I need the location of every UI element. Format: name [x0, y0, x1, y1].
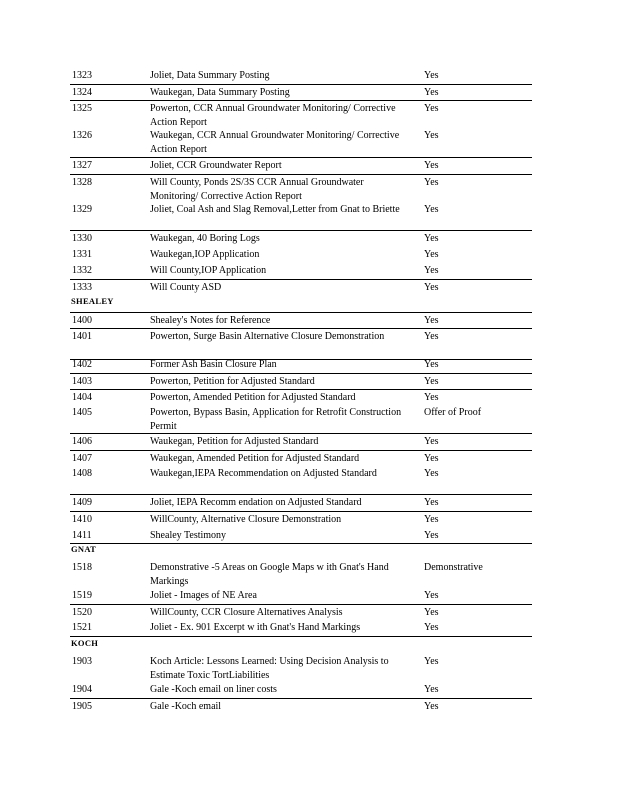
exhibit-description: Waukegan, 40 Boring Logs — [150, 233, 260, 244]
admitted-status: Yes — [424, 514, 439, 525]
exhibit-number: 1326 — [72, 130, 92, 141]
admitted-status: Yes — [424, 331, 439, 342]
exhibit-description: Joliet, Data Summary Posting — [150, 70, 270, 81]
exhibit-description: Powerton, Bypass Basin, Application for Retrofit Construction Permit — [150, 407, 402, 432]
exhibit-description: Powerton, Amended Petition for Adjusted Standard — [150, 392, 356, 403]
table-row — [70, 604, 532, 618]
exhibit-description: Waukegan, Petition for Adjusted Standard — [150, 436, 319, 447]
exhibit-description: Will County ASD — [150, 282, 222, 293]
exhibit-description: Will County,IOP Application — [150, 265, 267, 276]
exhibit-number: 1324 — [72, 87, 92, 98]
exhibit-number: 1904 — [72, 684, 92, 695]
exhibit-number: 1401 — [72, 331, 92, 342]
section-heading: KOCH — [71, 638, 99, 648]
exhibit-number: 1518 — [72, 562, 92, 573]
table-row — [70, 698, 532, 712]
admitted-status: Yes — [424, 103, 439, 114]
table-row — [70, 328, 532, 342]
exhibit-number: 1411 — [72, 530, 92, 541]
exhibit-description: Demonstrative -5 Areas on Google Maps w ith Gnat's Hand Markings — [150, 562, 389, 587]
exhibit-description: Gale -Koch email — [150, 701, 222, 712]
section-heading: SHEALEY — [71, 296, 114, 306]
exhibit-description: Joliet, CCR Groundwater Report — [150, 160, 282, 171]
admitted-status: Yes — [424, 622, 439, 633]
table-row — [70, 84, 532, 98]
admitted-status: Yes — [424, 282, 439, 293]
exhibit-number: 1409 — [72, 497, 92, 508]
exhibit-description: Powerton, Petition for Adjusted Standard — [150, 376, 315, 387]
exhibit-description: Joliet - Ex. 901 Excerpt w ith Gnat's Hand Markings — [150, 622, 361, 633]
exhibit-description: Joliet - Images of NE Area — [150, 590, 257, 601]
exhibit-number: 1400 — [72, 315, 92, 326]
admitted-status: Yes — [424, 607, 439, 618]
exhibit-description: Shealey's Notes for Reference — [150, 315, 271, 326]
admitted-status: Yes — [424, 590, 439, 601]
exhibit-description: Waukegan, Amended Petition for Adjusted Standard — [150, 453, 360, 464]
admitted-status: Yes — [424, 87, 439, 98]
exhibit-number: 1903 — [72, 656, 92, 667]
exhibit-description: WillCounty, Alternative Closure Demonstration — [150, 514, 342, 525]
admitted-status: Demonstrative — [424, 562, 483, 573]
admitted-status: Yes — [424, 130, 439, 141]
exhibit-description: Will County, Ponds 2S/3S CCR Annual Groundwater Monitoring/ Corrective Action Report — [150, 177, 364, 202]
exhibit-number: 1905 — [72, 701, 92, 712]
admitted-status: Yes — [424, 468, 439, 479]
exhibit-number: 1327 — [72, 160, 92, 171]
exhibit-description: Waukegan,IOP Application — [150, 249, 260, 260]
admitted-status: Yes — [424, 376, 439, 387]
exhibit-description: Joliet, IEPA Recomm endation on Adjusted Standard — [150, 497, 362, 508]
table-row — [70, 511, 532, 525]
row-divider — [70, 636, 532, 637]
admitted-status: Yes — [424, 392, 439, 403]
exhibit-number: 1331 — [72, 249, 92, 260]
admitted-status: Yes — [424, 233, 439, 244]
exhibit-description: Gale -Koch email on liner costs — [150, 684, 277, 695]
exhibit-number: 1332 — [72, 265, 92, 276]
row-divider — [70, 543, 532, 544]
admitted-status: Yes — [424, 684, 439, 695]
exhibit-description: Former Ash Basin Closure Plan — [150, 359, 277, 370]
admitted-status: Yes — [424, 177, 439, 188]
table-row — [70, 157, 532, 171]
exhibit-number: 1402 — [72, 359, 92, 370]
table-row — [70, 230, 532, 244]
exhibit-number: 1410 — [72, 514, 92, 525]
row-divider — [70, 359, 532, 360]
exhibit-number: 1403 — [72, 376, 92, 387]
exhibit-number: 1406 — [72, 436, 92, 447]
table-row — [70, 279, 532, 293]
table-row — [70, 100, 532, 128]
admitted-status: Yes — [424, 70, 439, 81]
admitted-status: Offer of Proof — [424, 407, 482, 418]
admitted-status: Yes — [424, 656, 439, 667]
table-row — [70, 312, 532, 326]
exhibit-number: 1404 — [72, 392, 92, 403]
exhibit-description: WillCounty, CCR Closure Alternatives Analysis — [150, 607, 343, 618]
table-row — [70, 433, 532, 447]
exhibit-description: Joliet, Coal Ash and Slag Removal,Letter from Gnat to Briette — [150, 204, 400, 215]
admitted-status: Yes — [424, 359, 439, 370]
exhibit-description: Powerton, Surge Basin Alternative Closure Demonstration — [150, 331, 385, 342]
admitted-status: Yes — [424, 315, 439, 326]
admitted-status: Yes — [424, 453, 439, 464]
table-row — [70, 494, 532, 508]
exhibit-number: 1329 — [72, 204, 92, 215]
exhibit-number: 1325 — [72, 103, 92, 114]
exhibit-number: 1521 — [72, 622, 92, 633]
exhibit-number: 1408 — [72, 468, 92, 479]
admitted-status: Yes — [424, 701, 439, 712]
exhibit-number: 1405 — [72, 407, 92, 418]
exhibit-description: Waukegan, Data Summary Posting — [150, 87, 290, 98]
table-row — [70, 450, 532, 464]
admitted-status: Yes — [424, 249, 439, 260]
exhibit-number: 1519 — [72, 590, 92, 601]
exhibit-number: 1328 — [72, 177, 92, 188]
exhibit-number: 1330 — [72, 233, 92, 244]
admitted-status: Yes — [424, 265, 439, 276]
exhibit-number: 1407 — [72, 453, 92, 464]
table-row — [70, 373, 532, 387]
exhibit-description: Shealey Testimony — [150, 530, 227, 541]
exhibit-description: Waukegan, CCR Annual Groundwater Monitoring/ Corrective Action Report — [150, 130, 400, 155]
exhibit-number: 1333 — [72, 282, 92, 293]
admitted-status: Yes — [424, 204, 439, 215]
exhibit-number: 1323 — [72, 70, 92, 81]
admitted-status: Yes — [424, 497, 439, 508]
admitted-status: Yes — [424, 160, 439, 171]
exhibit-number: 1520 — [72, 607, 92, 618]
table-row — [70, 174, 532, 202]
admitted-status: Yes — [424, 436, 439, 447]
exhibit-description: Powerton, CCR Annual Groundwater Monitoring/ Corrective Action Report — [150, 103, 396, 128]
admitted-status: Yes — [424, 530, 439, 541]
exhibit-description: Koch Article: Lessons Learned: Using Decision Analysis to Estimate Toxic TortLiabilities — [150, 656, 389, 681]
exhibit-description: Waukegan,IEPA Recommendation on Adjusted Standard — [150, 468, 377, 479]
table-row — [70, 389, 532, 403]
section-heading: GNAT — [71, 544, 97, 554]
